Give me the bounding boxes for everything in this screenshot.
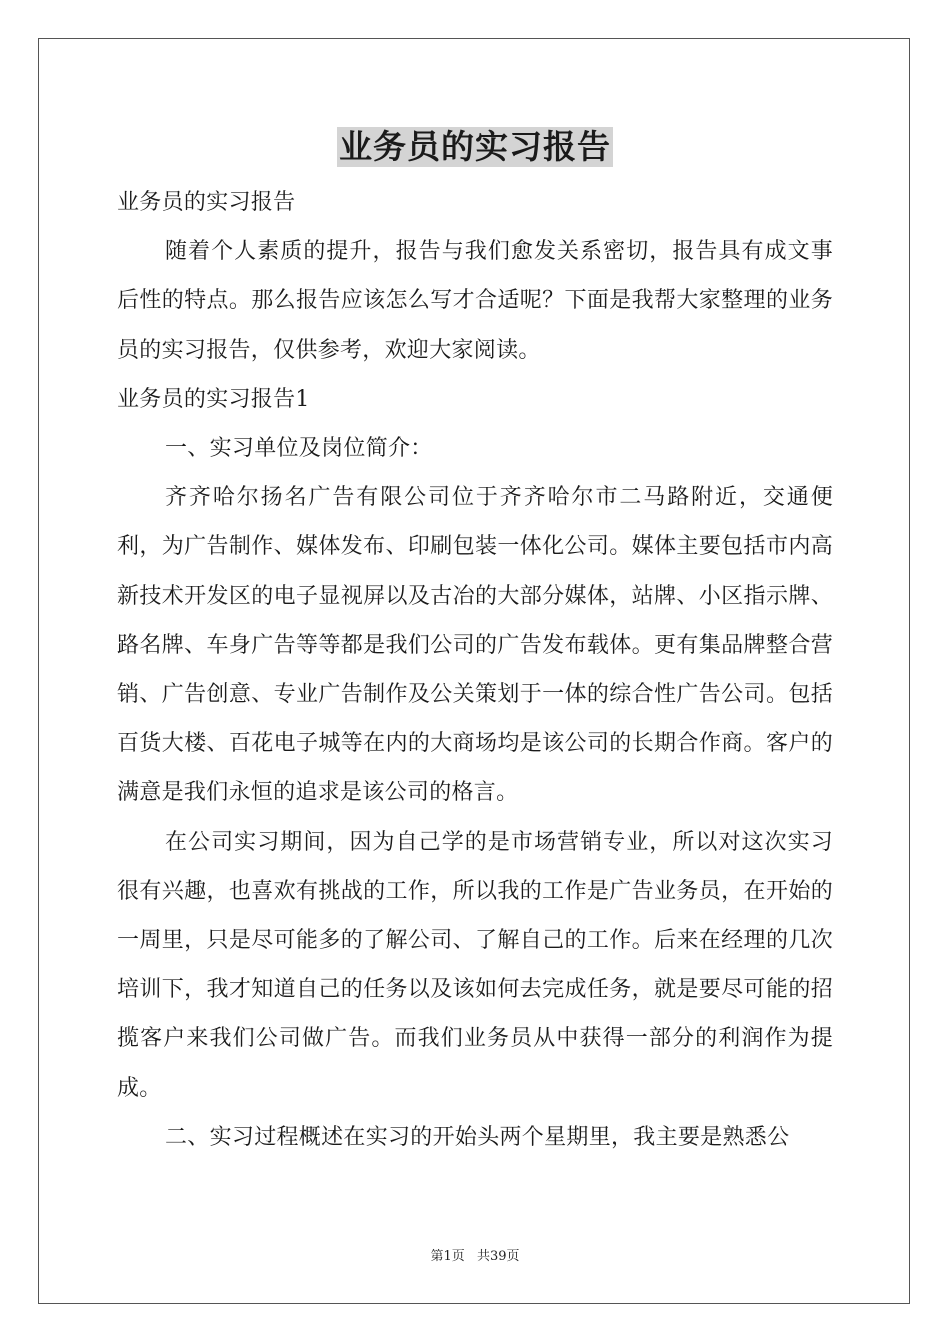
title-wrapper — [0, 127, 950, 167]
page-total: 共39页 — [476, 1249, 520, 1264]
document-body — [117, 178, 833, 1162]
paragraph: 随着个人素质的提升，报告与我们愈发关系密切，报告具有成文事后性的特点。那么报告应该怎么写才合适呢？下面是我帮大家整理的业务员的实习报告，仅供参考，欢迎大家阅读。 — [117, 239, 833, 363]
paragraph: 一、实习单位及岗位简介： — [165, 436, 433, 462]
paragraph: 业务员的实习报告1 — [117, 386, 310, 412]
page-number: 第1页 — [430, 1249, 465, 1264]
paragraph: 齐齐哈尔扬名广告有限公司位于齐齐哈尔市二马路附近，交通便利，为广告制作、媒体发布、印刷包装一体化公司。媒体主要包括市内高新技术开发区的电子显视屏以及古冶的大部分媒体，站牌、小区指示牌、路名牌、车身广告等等都是我们公司的广告发布载体。更有集品牌整合营销、广告创意、专业广告制作及公关策划于一体的综合性广告公司。包括百货大楼、百花电子城等在内的大商场均是该公司的长期合作商。客户的满意是我们永恒的追求是该公司的格言。 — [117, 485, 833, 806]
paragraph: 在公司实习期间，因为自己学的是市场营销专业，所以对这次实习很有兴趣，也喜欢有挑战的工作，所以我的工作是广告业务员，在开始的一周里，只是尽可能多的了解公司、了解自己的工作。后来在经理的几次培训下，我才知道自己的任务以及该如何去完成任务，就是要尽可能的招揽客户来我们公司做广告。而我们业务员从中获得一部分的利润作为提成。 — [117, 829, 833, 1101]
page-footer — [0, 1245, 950, 1264]
paragraph: 二、实习过程概述在实习的开始头两个星期里，我主要是熟悉公 — [165, 1124, 790, 1150]
document-title: 业务员的实习报告 — [339, 127, 611, 166]
paragraph: 业务员的实习报告 — [117, 190, 296, 215]
